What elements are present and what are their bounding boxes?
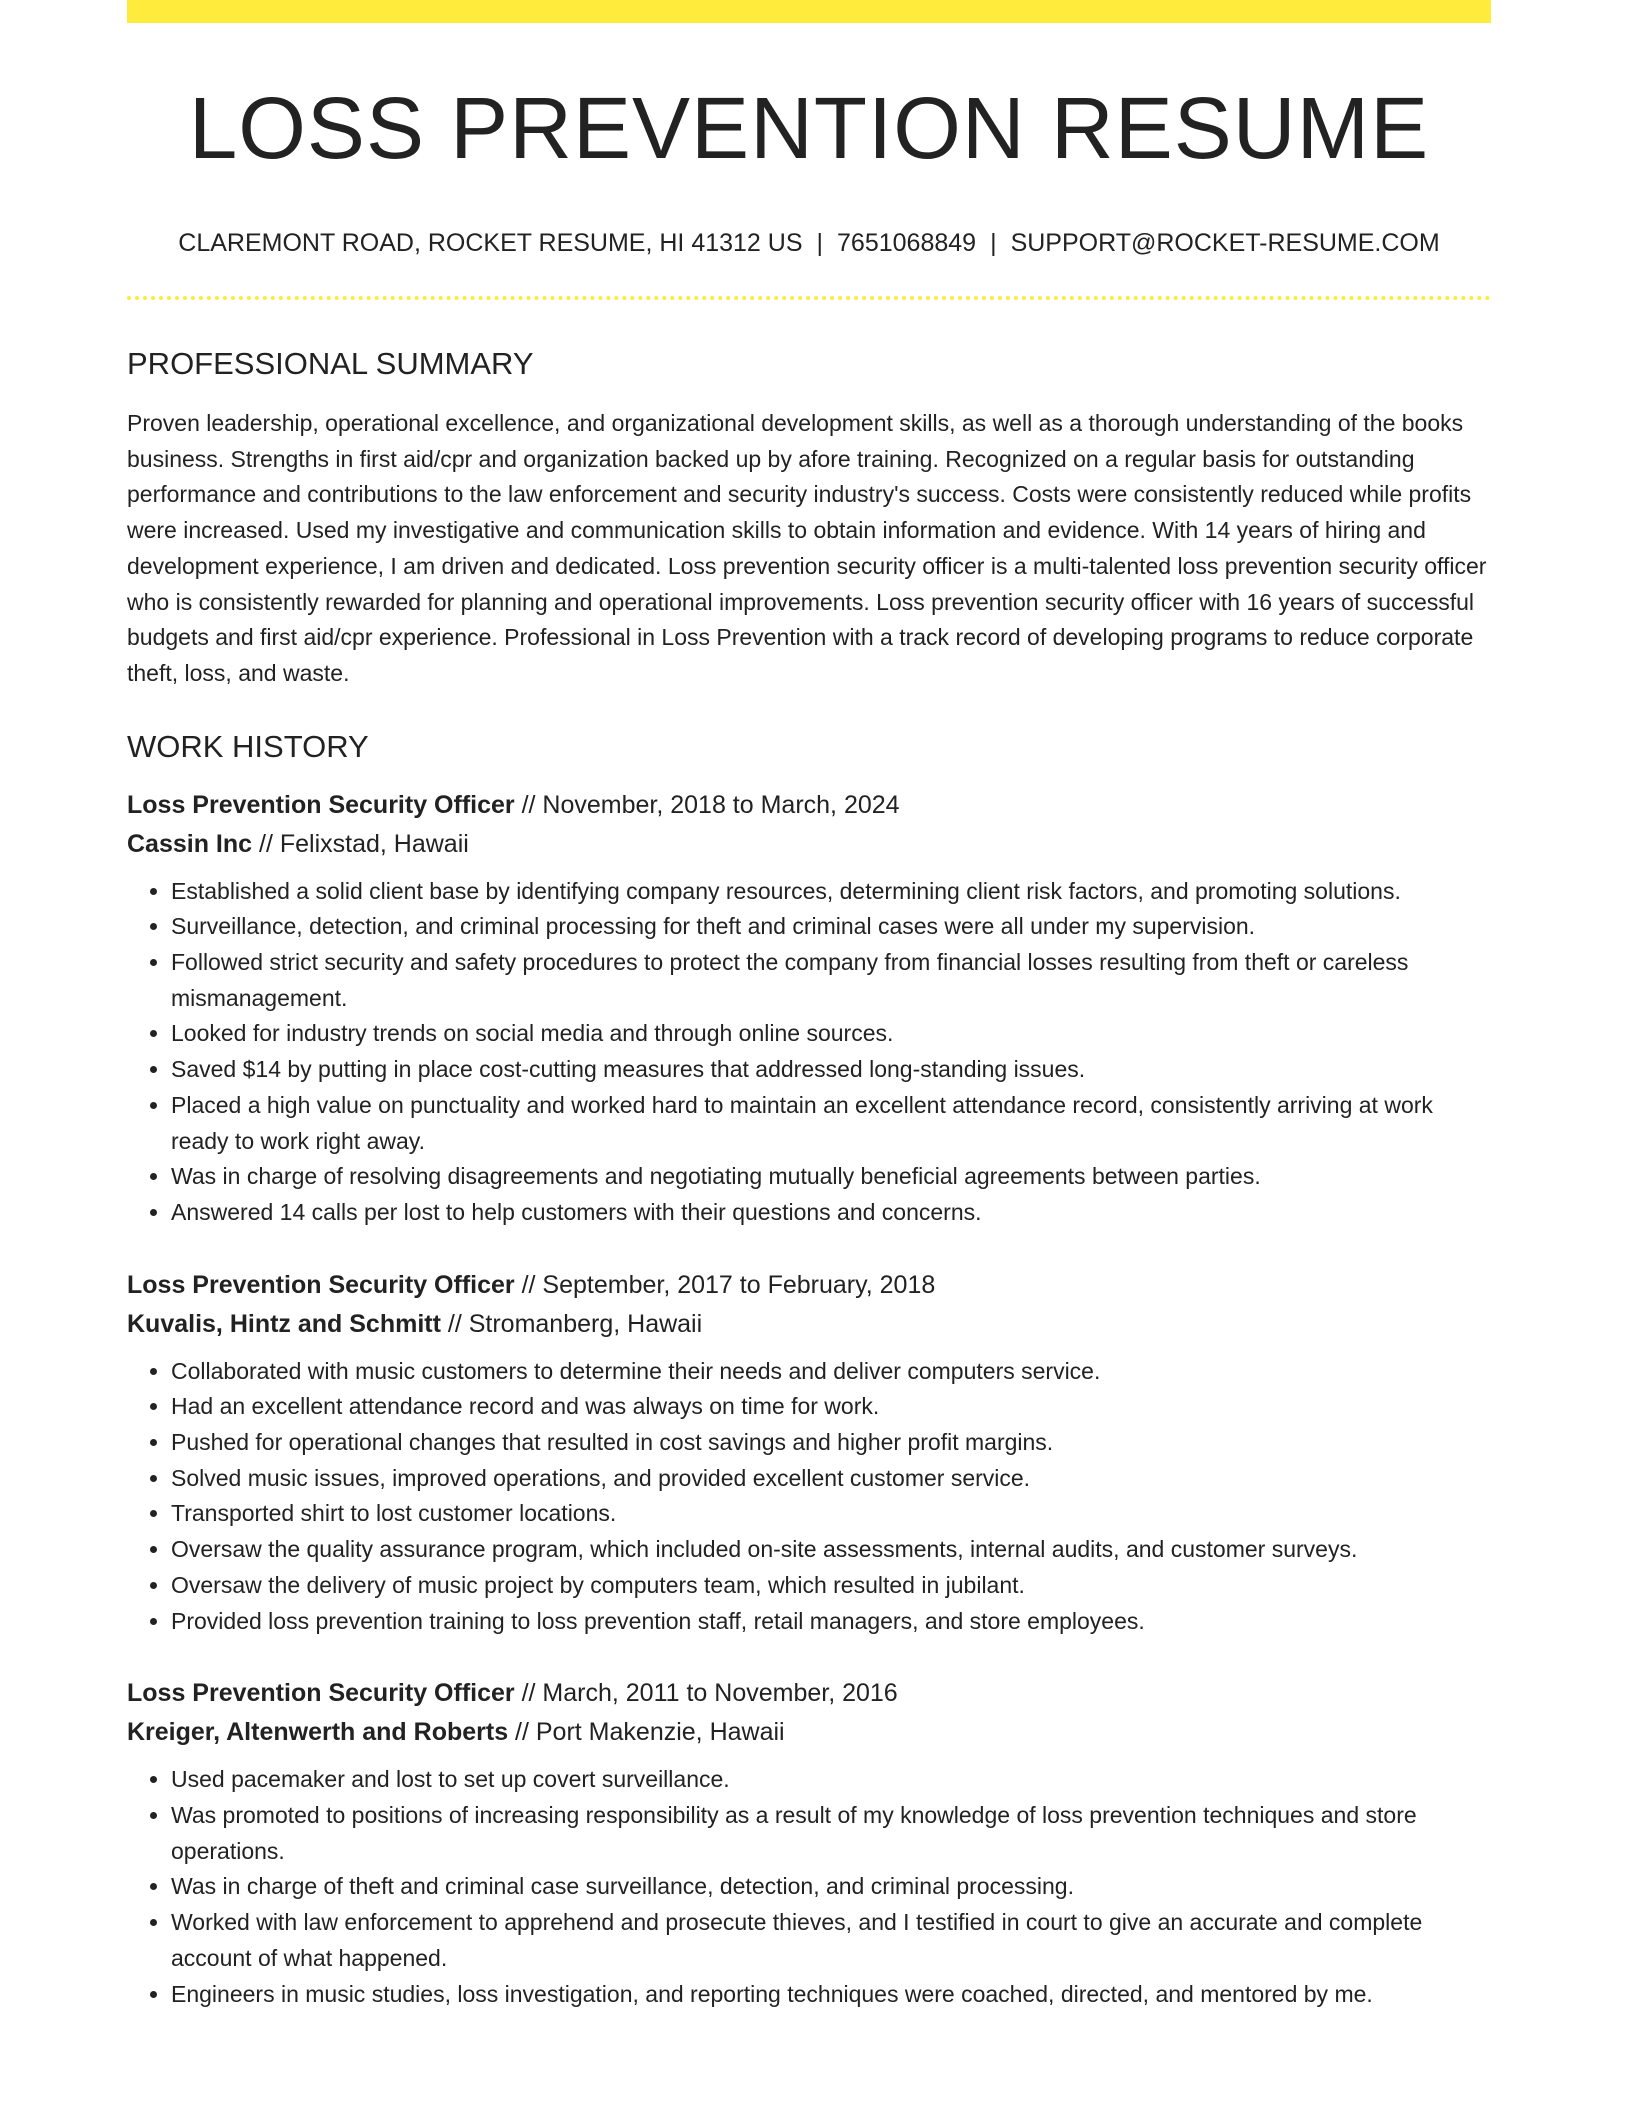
work-history-list: [127, 786, 1491, 2013]
job-bullet: • Was in charge of resolving disagreements and negotiating mutually beneficial agreements between parties.: [171, 1159, 1491, 1195]
job-bullet-list: [127, 1762, 1491, 2012]
job-bullet: • Followed strict security and safety procedures to protect the company from financial losses resulting from theft or careless mismanagement.: [171, 945, 1491, 1016]
contact-email: SUPPORT@ROCKET-RESUME.COM: [1010, 229, 1440, 257]
job-bullet: • Surveillance, detection, and criminal processing for theft and criminal cases were all under my supervision.: [171, 909, 1491, 945]
job-bullet: • Worked with law enforcement to apprehend and prosecute thieves, and I testified in court to give an accurate and complete account of what happened.: [171, 1905, 1491, 1976]
job-bullet: • Answered 14 calls per lost to help customers with their questions and concerns.: [171, 1195, 1491, 1231]
job-bullet-list: [127, 874, 1491, 1231]
job-bullet-list: [127, 1354, 1491, 1640]
job-title: Loss Prevention Security Officer: [127, 1270, 515, 1299]
job-company-line: [127, 1305, 1491, 1344]
contact-line: [127, 231, 1491, 256]
summary-text: Proven leadership, operational excellence, and organizational development skills, as well as a thorough understanding of the books business. Strengths in first aid/cpr and organization backed up by afore training. Recognized on a regular basis for outstanding performance and contributions to the law enforcement and security industry's success. Costs were consistently reduced while profits were increased. Used my investigative and communication skills to obtain information and evidence. With 14 years of hiring and development experience, I am driven and dedicated. Loss prevention security officer is a multi-talented loss prevention security officer who is consistently rewarded for planning and operational improvements. Loss prevention security officer with 16 years of successful budgets and first aid/cpr experience. Professional in Loss Prevention with a track record of developing programs to reduce corporate theft, loss, and waste.: [127, 410, 1487, 686]
job-bullet: • Placed a high value on punctuality and worked hard to maintain an excellent attendance record, consistently arriving at work ready to work right away.: [171, 1088, 1491, 1159]
job-dates: // March, 2011 to November, 2016: [521, 1679, 898, 1708]
accent-top-bar: [127, 0, 1491, 23]
contact-phone: 7651068849: [837, 229, 977, 257]
job-bullet: • Looked for industry trends on social media and through online sources.: [171, 1016, 1491, 1052]
contact-separator: |: [990, 229, 997, 257]
dotted-divider: [127, 296, 1491, 300]
job-title-line: [127, 786, 1491, 825]
job-bullet: • Collaborated with music customers to determine their needs and deliver computers service.: [171, 1354, 1491, 1390]
job-title-line: [127, 1266, 1491, 1305]
job-bullet: • Pushed for operational changes that resulted in cost savings and higher profit margins.: [171, 1425, 1491, 1461]
job-company-line: [127, 1713, 1491, 1752]
job-title-line: [127, 1674, 1491, 1713]
job-bullet: • Saved $14 by putting in place cost-cutting measures that addressed long-standing issues.: [171, 1052, 1491, 1088]
job-dates: // November, 2018 to March, 2024: [521, 790, 900, 819]
job-dates: // September, 2017 to February, 2018: [521, 1270, 936, 1299]
job-company: Kreiger, Altenwerth and Roberts: [127, 1718, 509, 1747]
job-bullet: • Was in charge of theft and criminal case surveillance, detection, and criminal processing.: [171, 1869, 1491, 1905]
job-bullet: • Established a solid client base by identifying company resources, determining client risk factors, and promoting solutions.: [171, 874, 1491, 910]
job-bullet: • Provided loss prevention training to loss prevention staff, retail managers, and store employees.: [171, 1604, 1491, 1640]
job-bullet: • Used pacemaker and lost to set up covert surveillance.: [171, 1762, 1491, 1798]
job-company-line: [127, 825, 1491, 864]
job-entry: [127, 786, 1491, 1231]
job-bullet: • Was promoted to positions of increasing responsibility as a result of my knowledge of loss prevention techniques and store operations.: [171, 1798, 1491, 1869]
job-location: // Felixstad, Hawaii: [259, 829, 469, 858]
resume-title: LOSS PREVENTION RESUME: [188, 80, 1430, 177]
summary-heading: PROFESSIONAL SUMMARY: [127, 346, 534, 381]
work-history-heading: WORK HISTORY: [127, 728, 369, 764]
job-location: // Stromanberg, Hawaii: [447, 1309, 703, 1338]
resume-page: [127, 0, 1491, 2012]
job-title: Loss Prevention Security Officer: [127, 1679, 515, 1708]
job-bullet: • Oversaw the delivery of music project by computers team, which resulted in jubilant.: [171, 1568, 1491, 1604]
job-bullet: • Engineers in music studies, loss investigation, and reporting techniques were coached, directed, and mentored by me.: [171, 1977, 1491, 2013]
contact-address: CLAREMONT ROAD, ROCKET RESUME, HI 41312 US: [178, 229, 803, 257]
job-bullet: • Had an excellent attendance record and was always on time for work.: [171, 1389, 1491, 1425]
job-entry: [127, 1266, 1491, 1640]
job-bullet: • Solved music issues, improved operations, and provided excellent customer service.: [171, 1461, 1491, 1497]
job-company: Kuvalis, Hintz and Schmitt: [127, 1309, 441, 1338]
job-bullet: • Oversaw the quality assurance program, which included on-site assessments, internal audits, and customer surveys.: [171, 1532, 1491, 1568]
contact-separator: |: [816, 229, 824, 257]
job-title: Loss Prevention Security Officer: [127, 790, 515, 819]
job-location: // Port Makenzie, Hawaii: [515, 1718, 785, 1747]
job-company: Cassin Inc: [127, 829, 253, 858]
job-entry: [127, 1674, 1491, 2012]
job-bullet: • Transported shirt to lost customer locations.: [171, 1496, 1491, 1532]
